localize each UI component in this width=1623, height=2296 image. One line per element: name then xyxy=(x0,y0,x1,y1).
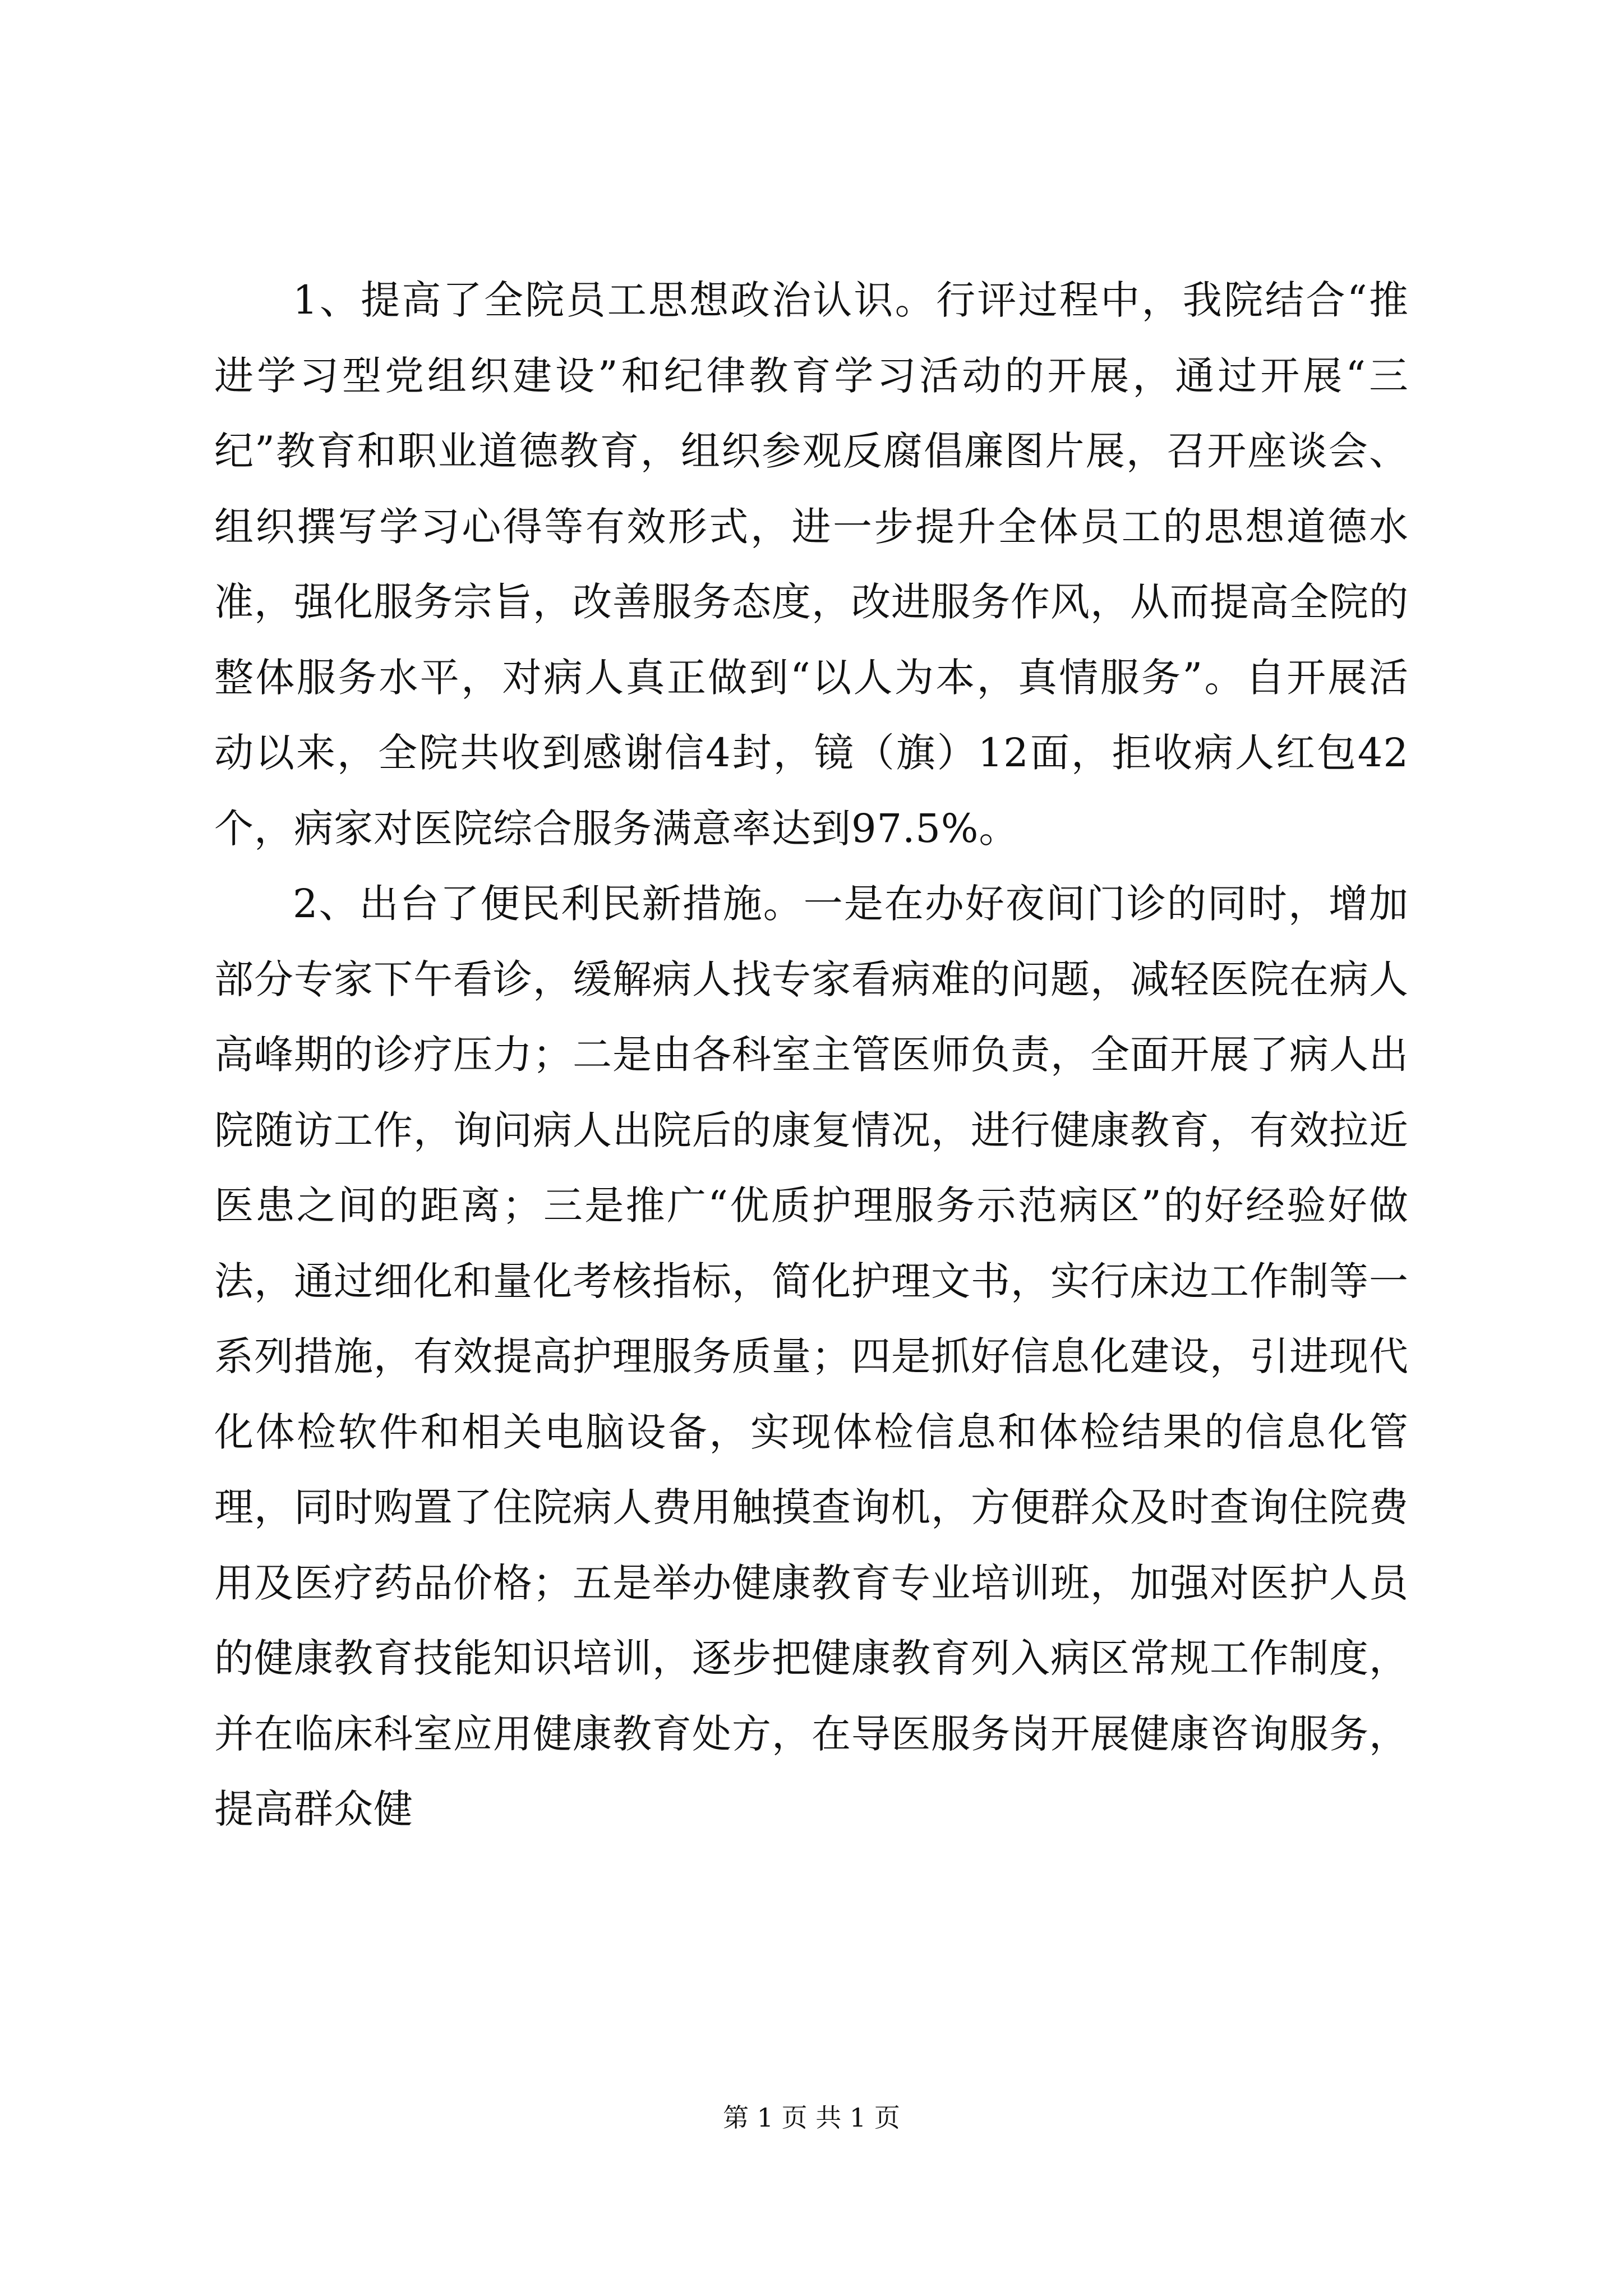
paragraph-1: 1、提高了全院员工思想政治认识。行评过程中，我院结合“推进学习型党组织建设”和纪律教育学习活动的开展，通过开展“三纪”教育和职业道德教育，组织参观反腐倡廉图片展，召开座谈会、组织撰写学习心得等有效形式，进一步提升全体员工的思想道德水准，强化服务宗旨，改善服务态度，改进服务作风，从而提高全院的整体服务水平，对病人真正做到“以人为本，真情服务”。自开展活动以来，全院共收到感谢信4封，镜（旗）12面，拒收病人红包42个，病家对医院综合服务满意率达到97.5%。 xyxy=(214,277,1409,852)
page-footer: 第 1 页 共 1 页 xyxy=(723,2102,900,2133)
document-body xyxy=(214,263,1409,1847)
paragraph-2: 2、出台了便民利民新措施。一是在办好夜间门诊的同时，增加部分专家下午看诊，缓解病人找专家看病难的问题，减轻医院在病人高峰期的诊疗压力；二是由各科室主管医师负责，全面开展了病人出院随访工作，询问病人出院后的康复情况，进行健康教育，有效拉近医患之间的距离；三是推广“优质护理服务示范病区”的好经验好做法，通过细化和量化考核指标，简化护理文书，实行床边工作制等一系列措施，有效提高护理服务质量；四是抓好信息化建设，引进现代化体检软件和相关电脑设备，实现体检信息和体检结果的信息化管理，同时购置了住院病人费用触摸查询机，方便群众及时查询住院费用及医疗药品价格；五是举办健康教育专业培训班，加强对医护人员的健康教育技能知识培训，逐步把健康教育列入病区常规工作制度，并在临床科室应用健康教育处方，在导医服务岗开展健康咨询服务，提高群众健 xyxy=(214,881,1409,1832)
